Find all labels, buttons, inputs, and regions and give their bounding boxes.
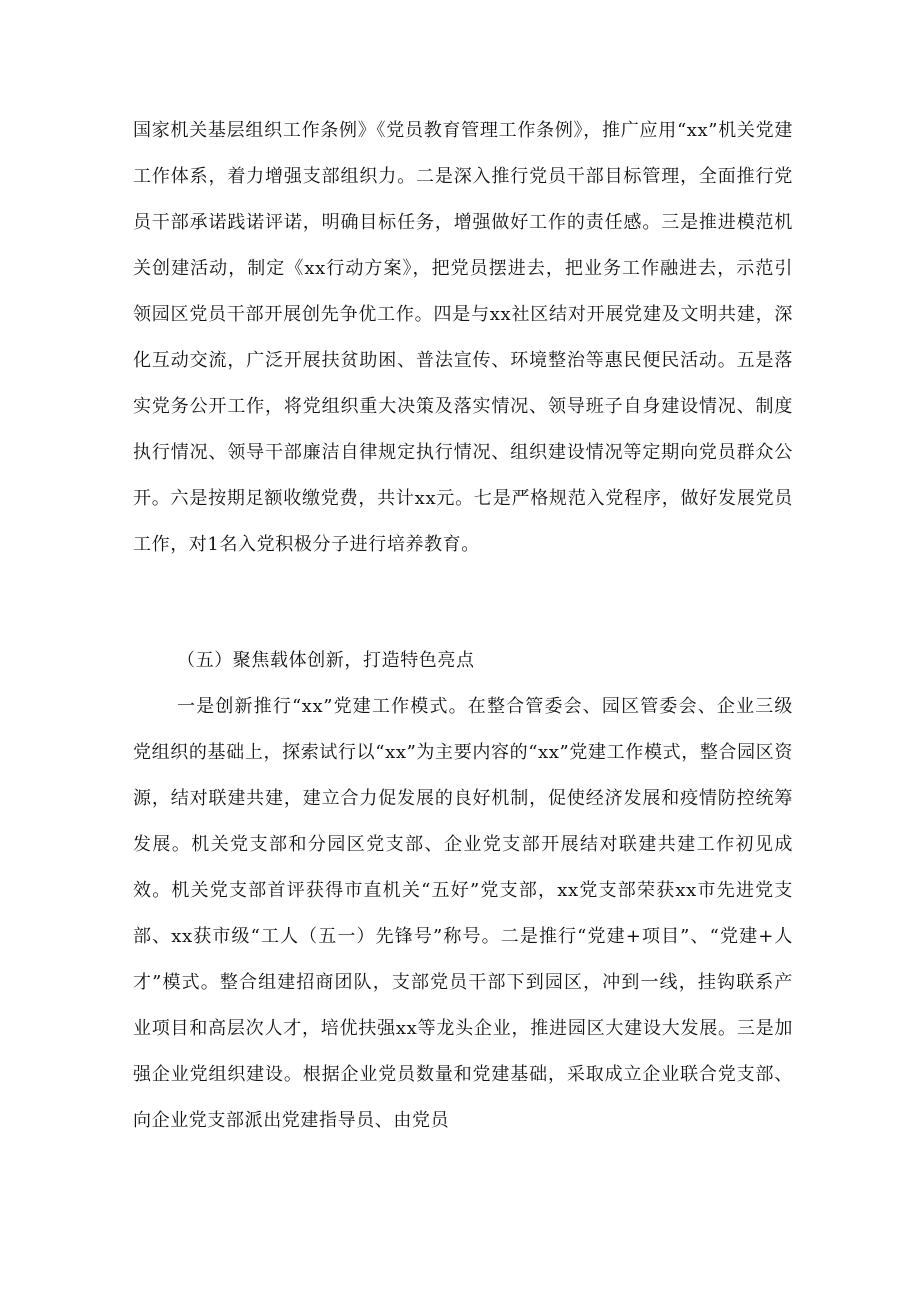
section-heading: （五）聚焦载体创新，打造特色亮点 (177, 650, 475, 671)
body-text-upper (133, 108, 793, 568)
paragraph-carrier-innovation: 一是创新推行“xx”党建工作模式。在整合管委会、园区管委会、企业三级党组织的基础上，探索试行以“xx”为主要内容的“xx”党建工作模式，整合园区资源，结对联建共建，建立合力促发展的良好机制，促使经济发展和疫情防控统筹发展。机关党支部和分园区党支部、企业党支部开展结对联建共建工作初见成效。机关党支部首评获得市直机关“五好”党支部，xx党支部荣获xx市先进党支部、xx获市级“工人（五一）先锋号”称号。二是推行“党建+项目”、“党建+人才”模式。整合组建招商团队，支部党员干部下到园区，冲到一线，挂钩联系产业项目和高层次人才，培优扶强xx等龙头企业，推进园区大建设大发展。三是加强企业党组织建设。根据企业党员数量和党建基础，采取成立企业联合党支部、向企业党支部派出党建指导员、由党员 (133, 696, 793, 1131)
body-text-lower (133, 684, 793, 1144)
section-heading-block (133, 638, 793, 684)
paragraph-party-building-work: 国家机关基层组织工作条例》《党员教育管理工作条例》，推广应用“xx”机关党建工作体系，着力增强支部组织力。二是深入推行党员干部目标管理，全面推行党员干部承诺践诺评诺，明确目标任务，增强做好工作的责任感。三是推进模范机关创建活动，制定《xx行动方案》，把党员摆进去，把业务工作融进去，示范引领园区党员干部开展创先争优工作。四是与xx社区结对开展党建及文明共建，深化互动交流，广泛开展扶贫助困、普法宣传、环境整治等惠民便民活动。五是落实党务公开工作，将党组织重大决策及落实情况、领导班子自身建设情况、制度执行情况、领导干部廉洁自律规定执行情况、组织建设情况等定期向党员群众公开。六是按期足额收缴党费，共计xx元。七是严格规范入党程序，做好发展党员工作，对1名入党积极分子进行培养教育。 (133, 120, 793, 555)
